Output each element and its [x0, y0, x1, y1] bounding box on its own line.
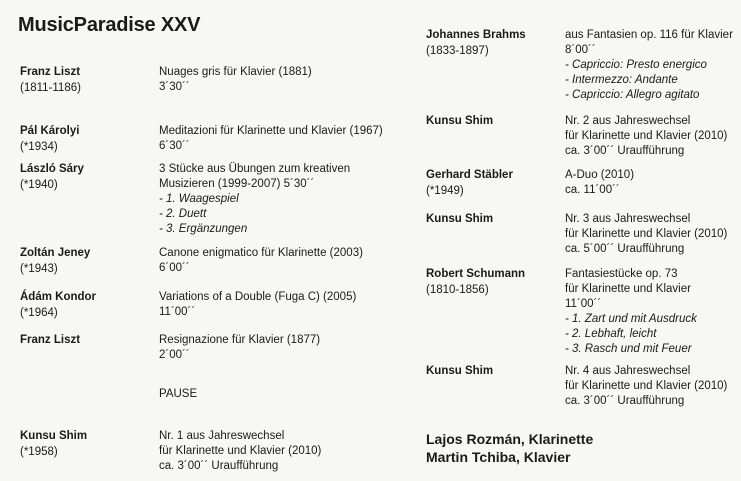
composer: [20, 332, 80, 348]
composer: [426, 363, 493, 379]
performer-piano: Martin Tchiba, Klavier: [426, 449, 571, 465]
work-line: PAUSE: [159, 388, 198, 400]
work-line: für Klarinette und Klavier: [565, 283, 691, 295]
composer: [426, 266, 525, 298]
movement: - 3. Ergänzungen: [159, 223, 248, 235]
work-line: für Klarinette und Klavier (2010): [565, 228, 728, 240]
composer: [20, 123, 79, 155]
work-line: aus Fantasien op. 116 für Klavier: [565, 29, 733, 41]
movement: - 1. Waagespiel: [159, 193, 239, 205]
work: [159, 162, 350, 237]
composer-name: Gerhard Stäbler: [426, 169, 513, 181]
movement: - 1. Zart und mit Ausdruck: [565, 313, 697, 325]
work-line: Canone enigmatico für Klarinette (2003): [159, 247, 363, 259]
composer-years: (*1949): [426, 185, 464, 197]
composer-name: Kunsu Shim: [426, 115, 494, 127]
movement: - 2. Duett: [159, 208, 207, 220]
work: [565, 114, 727, 159]
work: [159, 124, 383, 154]
work-line: Resignazione für Klavier (1877): [159, 334, 321, 346]
work-line: 8´00´´: [565, 44, 596, 56]
work: [159, 246, 363, 276]
work-line: ca. 11´00´´: [565, 184, 620, 196]
work-line: Nr. 4 aus Jahreswechsel: [565, 365, 691, 377]
work: [159, 429, 321, 474]
work-line: für Klarinette und Klavier (2010): [565, 380, 728, 392]
composer-name: Johannes Brahms: [426, 29, 526, 41]
work: [565, 28, 733, 103]
work: [159, 333, 320, 363]
work-line: Nr. 1 aus Jahreswechsel: [159, 430, 285, 442]
work: [565, 364, 727, 409]
movement: - Capriccio: Allegro agitato: [565, 89, 700, 101]
work-line: ca. 3´00´´ Uraufführung: [565, 395, 685, 407]
composer-years: (*1964): [20, 307, 58, 319]
work-line: für Klarinette und Klavier (2010): [565, 130, 728, 142]
composer: [426, 211, 493, 227]
performer-clarinet: Lajos Rozmán, Klarinette: [426, 431, 594, 447]
composer-years: (1811-1186): [20, 82, 81, 94]
composer: [20, 64, 81, 96]
movement: - Intermezzo: Andante: [565, 74, 678, 86]
composer: [20, 161, 84, 193]
work-line: A-Duo (2010): [565, 169, 635, 181]
composer-name: Kunsu Shim: [426, 365, 494, 377]
composer-years: (*1940): [20, 179, 58, 191]
work-line: ca. 3´00´´ Uraufführung: [159, 460, 279, 472]
composer-name: Franz Liszt: [20, 66, 81, 78]
composer-years: (*1943): [20, 263, 58, 275]
composer: [20, 245, 90, 277]
composer: [426, 113, 493, 129]
work: [565, 168, 634, 198]
work-line: 3 Stücke aus Übungen zum kreativen: [159, 163, 351, 175]
work: [159, 290, 356, 320]
composer-name: Robert Schumann: [426, 268, 526, 280]
composer-name: Kunsu Shim: [426, 213, 494, 225]
work: [159, 65, 312, 95]
work-line: Nr. 3 aus Jahreswechsel: [565, 213, 691, 225]
work-line: 6´30´´: [159, 140, 190, 152]
composer-years: (*1958): [20, 446, 58, 458]
work: [565, 212, 727, 257]
movement: - 2. Lebhaft, leicht: [565, 328, 657, 340]
work-line: 11´00´´: [565, 298, 602, 310]
movement: - Capriccio: Presto energico: [565, 59, 707, 71]
composer: [20, 289, 96, 321]
composer-years: (*1934): [20, 141, 58, 153]
work-line: 6´00´´: [159, 262, 190, 274]
composer-name: Zoltán Jeney: [20, 247, 91, 259]
composer-name: László Sáry: [20, 163, 84, 175]
page-title: MusicParadise XXV: [18, 14, 201, 36]
work-line: 2´00´´: [159, 349, 190, 361]
composer: [426, 27, 526, 59]
work-line: Musizieren (1999-2007) 5´30´´: [159, 178, 315, 190]
work-line: ca. 5´00´´ Uraufführung: [565, 243, 685, 255]
work-line: für Klarinette und Klavier (2010): [159, 445, 322, 457]
work-line: Meditazioni für Klarinette und Klavier (1967): [159, 125, 383, 137]
work-line: Fantasiestücke op. 73: [565, 268, 678, 280]
composer-years: (1833-1897): [426, 45, 489, 57]
work-line: Nr. 2 aus Jahreswechsel: [565, 115, 691, 127]
work-line: 3´30´´: [159, 81, 190, 93]
work: [159, 387, 197, 402]
performers: [426, 430, 593, 466]
movement: - 3. Rasch und mit Feuer: [565, 343, 692, 355]
composer-name: Franz Liszt: [20, 334, 81, 346]
composer-name: Kunsu Shim: [20, 430, 88, 442]
composer-years: (1810-1856): [426, 284, 489, 296]
work: [565, 267, 697, 357]
work-line: Variations of a Double (Fuga C) (2005): [159, 291, 357, 303]
work-line: ca. 3´00´´ Uraufführung: [565, 145, 685, 157]
work-line: 11´00´´: [159, 306, 196, 318]
composer: [426, 167, 513, 199]
work-line: Nuages gris für Klavier (1881): [159, 66, 312, 78]
composer-name: Pál Károlyi: [20, 125, 80, 137]
composer: [20, 428, 87, 460]
composer-name: Ádám Kondor: [20, 291, 97, 303]
